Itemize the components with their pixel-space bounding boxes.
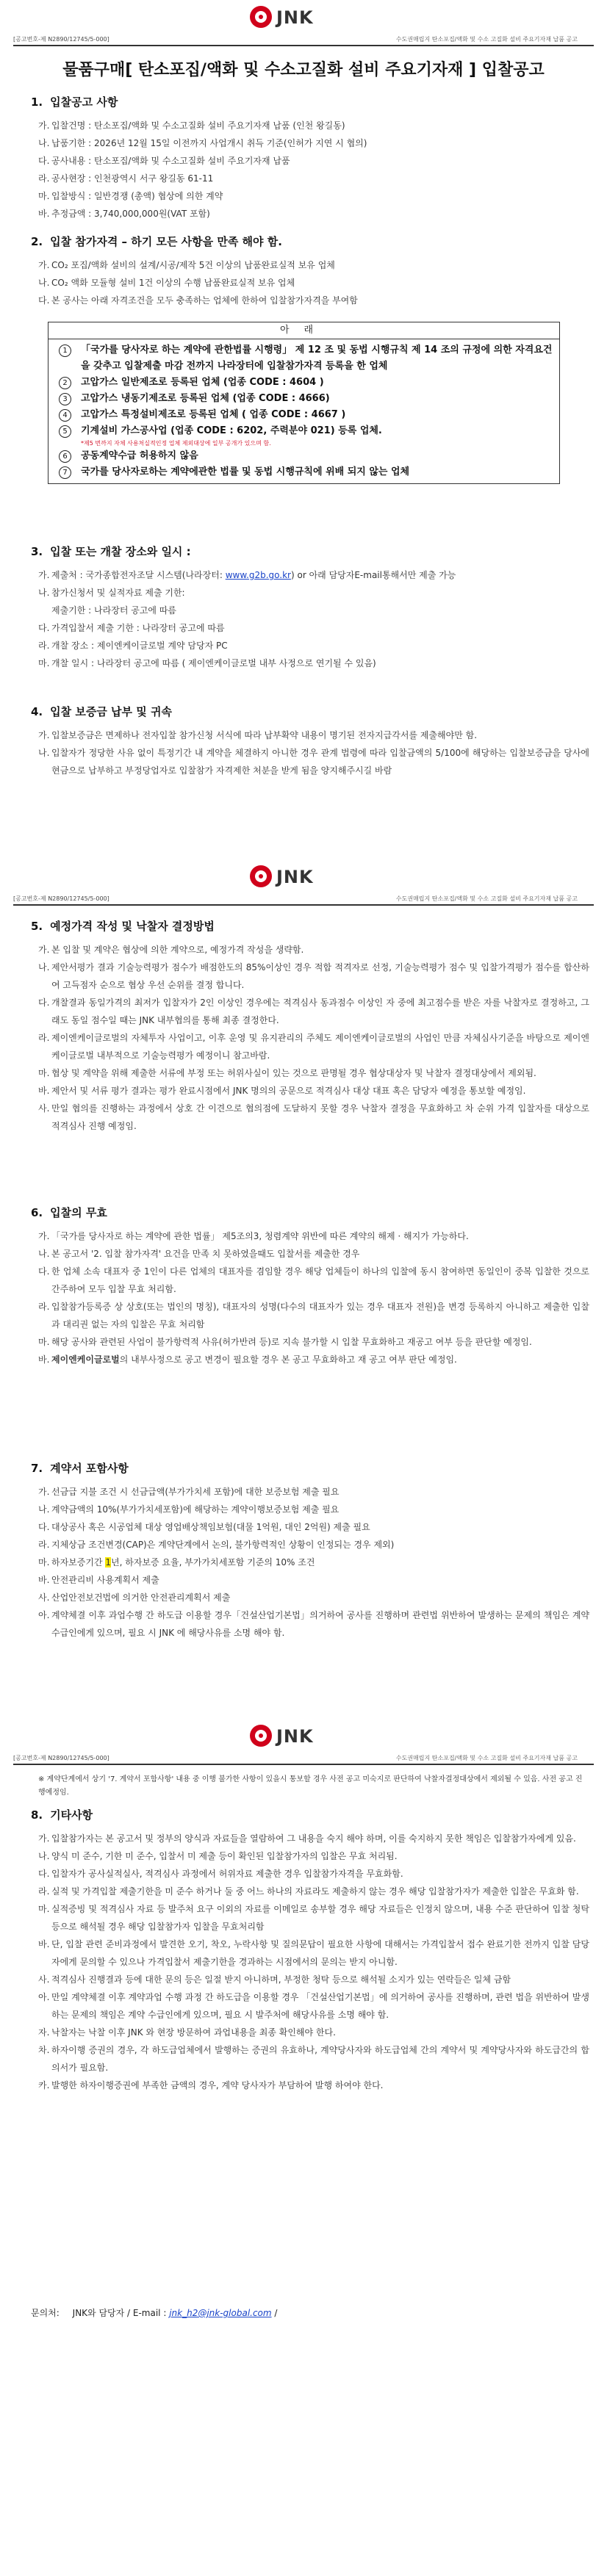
header-divider xyxy=(13,904,594,906)
list-item: 바. 단, 입찰 관련 준비과정에서 발견한 오기, 착오, 누락사항 및 질의문답이 필요한 사항에 대해서는 가격입찰서 접수 완료기한 전까지 입찰 담당자에게 문의할 수 있으나 가격입찰서 제출기한을 경과하는 시점에서의 문의는 받지 아니함. xyxy=(38,1939,589,1967)
section-2 xyxy=(31,234,589,309)
section-7-note xyxy=(31,1773,589,1800)
list-item: 가. 선금급 지불 조건 시 선금급액(부가가치세 포함)에 대한 보증보험 제출 필요 xyxy=(38,1487,340,1497)
list-item: 라. 제이엔케이글로벌의 자체투자 사업이고, 이후 운영 및 유지관리의 주체도 제이엔케이글로벌의 사업인 만큼 자체심사기준을 바탕으로 제이엔케이글로벌 내부적으로 기술능력평가 예정이니 참고바람. xyxy=(38,1033,589,1061)
header-divider xyxy=(13,1764,594,1765)
section-5-heading: 5. 예정가격 작성 및 낙찰자 결정방법 xyxy=(31,920,215,933)
list-item: 나. 양식 미 준수, 기한 미 준수, 입찰서 미 제출 등이 확인된 입찰참가자의 입찰은 무효 처리됨. xyxy=(38,1851,398,1861)
list-item: 바. 추정금액 : 3,740,000,000원(VAT 포함) xyxy=(38,209,210,219)
contact-line: 문의처: JNK와 담당자 / E-mail : jnk_h2@jnk-global.com / xyxy=(31,2308,278,2318)
list-item: 다. 입찰자가 공사실적실사, 적격심사 과정에서 허위자료 제출한 경우 입찰참가자격을 무효화함. xyxy=(38,1869,403,1879)
eligibility-item: 5 기계설비 가스공사업 (업종 CODE : 6202, 주력분야 021) 등록 업체. xyxy=(49,423,559,439)
logo-text: JNK xyxy=(276,7,314,28)
eligibility-item: 4 고압가스 특정설비제조로 등록된 업체 ( 업종 CODE : 4667 ) xyxy=(49,407,559,423)
list-item: 마. 하자보증기간 1년, 하자보증 요율, 부가가치세포함 기준의 10% 조건 xyxy=(38,1557,315,1567)
section-4-heading: 4. 입찰 보증금 납부 및 귀속 xyxy=(31,705,172,718)
list-item: 다. 한 업체 소속 대표자 중 1인이 다른 업체의 대표자를 겸임할 경우 해당 업체들이 하나의 입찰에 동시 참여하면 동일인이 중복 입찰한 것으로 간주하여 모두 입찰 무효 처리함. xyxy=(38,1266,589,1294)
list-item: 마. 개찰 일시 : 나라장터 공고에 따름 ( 제이엔케이글로벌 내부 사정으로 연기될 수 있음) xyxy=(38,658,376,668)
highlighted-value: 1 xyxy=(105,1557,112,1567)
page-header xyxy=(0,0,607,47)
logo-dot-icon xyxy=(259,15,263,19)
header-tagline: 수도권매립지 탄소포집/액화 및 수소 고질화 설비 주요기자재 납품 공고 xyxy=(395,36,578,43)
page-header xyxy=(0,1719,607,1766)
list-item: 사. 적격심사 진행결과 등에 대한 문의 등은 일절 받지 아니하며, 부정한 청탁 등으로 해석될 소지가 있는 연락들은 일체 금함 xyxy=(38,1974,511,1985)
list-item: 라. 개찰 장소 : 제이엔케이글로벌 계약 담당자 PC xyxy=(38,641,228,651)
jnk-logo xyxy=(250,6,360,29)
list-item: 다. 가격입찰서 제출 기한 : 나라장터 공고에 따름 xyxy=(38,623,225,633)
document-page-1 xyxy=(0,0,607,852)
list-item: 아. 만일 계약체결 이후 계약과업 수행 과정 간 하도급을 이용할 경우 「건설산업기본법」에 의거하여 공사를 진행하며, 관련 법을 위반하여 발생하는 문제의 책임은 계약 수급인에게 있으며, 필요 시 발주처에 해당사유를 소명 해야 함. xyxy=(38,1992,589,2020)
list-item: 가. 입찰보증금은 면제하나 전자입찰 참가신청 서식에 따라 납부확약 내용이 명기된 전자지급각서를 제출해야만 함. xyxy=(38,730,478,740)
list-item: 마. 입찰방식 : 일반경쟁 (총액) 협상에 의한 계약 xyxy=(38,191,223,201)
list-item: 라. 공사현장 : 인천광역시 서구 왕길동 61-11 xyxy=(38,173,214,184)
contact-label: 문의처: xyxy=(31,2308,60,2318)
list-item: 나. 납품기한 : 2026년 12월 15일 이전까지 사업개시 취득 기준(인허가 지연 시 협의) xyxy=(38,138,367,148)
list-item: 가. 「국가를 당사자로 하는 계약에 관한 법률」 제5조의3, 청렴계약 위반에 따른 계약의 해제 · 해지가 가능하다. xyxy=(38,1231,469,1241)
section-6-heading: 6. 입찰의 무효 xyxy=(31,1206,107,1219)
document-page-2 xyxy=(0,859,607,1711)
list-item: 가. 입찰참가자는 본 공고서 및 정부의 양식과 자료들을 열람하여 그 내용을 숙지 해야 하며, 이를 숙지하지 못한 책임은 입찰참가자에게 있음. xyxy=(38,1833,576,1844)
eligibility-item: 6 공동계약수급 허용하지 않음 xyxy=(49,448,559,464)
section-7-heading: 7. 계약서 포함사항 xyxy=(31,1462,129,1475)
section-3-heading: 3. 입찰 또는 개찰 장소와 일시 : xyxy=(31,545,191,558)
list-item: 제출기한 : 나라장터 공고에 따름 xyxy=(51,605,176,616)
list-item: 다. 개찰결과 동일가격의 최저가 입찰자가 2인 이상인 경우에는 적격심사 동과점수 이상인 자 중에 최고점수를 받은 자를 낙찰자로 결정하고, 그래도 동일 점수일 때는 JNK 내부협의를 통해 최종 결정한다. xyxy=(38,997,589,1025)
jnk-logo xyxy=(250,865,360,889)
header-tagline: 수도권매립지 탄소포집/액화 및 수소 고질화 설비 주요기자재 납품 공고 xyxy=(395,895,578,902)
list-item: 아. 계약체결 이후 과업수행 간 하도급 이용할 경우「건설산업기본법」의거하여 공사를 진행하며 관련법 위반하여 발생하는 문제의 책임은 계약 수급인에게 있으며, 필요 시 JNK 에 해당사유를 소명 해야 함. xyxy=(38,1610,589,1638)
eligibility-item: 1 「국가를 당사자로 하는 계약에 관한법률 시행령」 제 12 조 및 동법 시행규칙 제 14 조의 규정에 의한 자격요건을 갖추고 입찰제출 마감 전까지 나라장터에 입찰참가자격 등록을 한 업체 xyxy=(49,342,559,375)
list-item: 가. 본 입찰 및 계약은 협상에 의한 계약으로, 예정가격 작성을 생략함. xyxy=(38,945,304,955)
list-item: 라. 지체상금 조건변경(CAP)은 계약단계에서 논의, 불가항력적인 상황이 인정되는 경우 제외) xyxy=(38,1540,395,1550)
list-item: 라. 실적 및 가격입찰 제출기한을 미 준수 하거나 둘 중 어느 하나의 자료라도 제출하지 않는 경우 해당 입찰참가자가 제출한 입찰은 무효화 함. xyxy=(38,1886,579,1897)
list-item: 자. 낙찰자는 낙찰 이후 JNK 와 현장 방문하여 과업내용을 최종 확인해야 한다. xyxy=(38,2027,336,2038)
list-item: 나. 본 공고서 '2. 입찰 참가자격' 요건을 만족 치 못하였을때도 입찰서를 제출한 경우 xyxy=(38,1249,360,1259)
list-item: 바. 제이엔케이글로벌의 내부사정으로 공고 변경이 필요할 경우 본 공고 무효화하고 재 공고 여부 판단 예정임. xyxy=(38,1354,457,1365)
document-number: [공고번호-제 N2890/12745/5-000] xyxy=(13,1755,109,1761)
section-8-heading: 8. 기타사항 xyxy=(31,1808,93,1822)
section-4 xyxy=(31,704,589,779)
document-number: [공고번호-제 N2890/12745/5-000] xyxy=(13,36,109,43)
list-item: 바. 안전관리비 사용계획서 제출 xyxy=(38,1575,159,1585)
list-item: 다. 공사내용 : 탄소포집/액화 및 수소고질화 설비 주요기자재 납품 xyxy=(38,156,290,166)
section-1-heading: 1. 입찰공고 사항 xyxy=(31,95,118,109)
section-5 xyxy=(31,918,589,1135)
list-item: 마. 실적증빙 및 적격심사 자료 등 발주처 요구 이외의 자료를 이메일로 송부할 경우 해당 자료들은 인정치 않으며, 내용 수준 판단하여 입찰 청탁 등으로 해석될 경우 해당 입찰참가자 입찰을 무효처리함 xyxy=(38,1904,589,1932)
eligibility-item: 7 국가를 당사자로하는 계약에관한 법률 및 동법 시행규칙에 위배 되지 않는 업체 xyxy=(49,464,559,480)
eligibility-item: 3 고압가스 냉동기제조로 등록된 업체 (업종 CODE : 4666) xyxy=(49,391,559,407)
g2b-link[interactable]: www.g2b.go.kr xyxy=(225,570,291,580)
logo-text: JNK xyxy=(276,1726,314,1747)
eligibility-item: 2 고압가스 일반제조로 등록된 업체 (업종 CODE : 4604 ) xyxy=(49,375,559,391)
header-divider xyxy=(13,45,594,46)
section-7 xyxy=(31,1460,589,1642)
list-item: 가. 제출처 : 국가종합전자조달 시스템(나라장터: www.g2b.go.kr) or 아래 담당자E-mail통해서만 제출 가능 xyxy=(38,570,456,580)
list-item: 나. 제안서평가 결과 기술능력평가 점수가 배점한도의 85%이상인 경우 적합 적격자로 선정, 기술능력평가 점수 및 입찰가격평가 점수를 합산하여 고득점자 순으로 협상 우선 순위를 결정 합니다. xyxy=(38,962,589,990)
jnk-logo xyxy=(250,1725,360,1748)
section-3 xyxy=(31,544,589,672)
page-header xyxy=(0,859,607,906)
document-title: 물품구매[ 탄소포집/액화 및 수소고질화 설비 주요기자재 ] 입찰공고 xyxy=(62,61,545,79)
document-number: [공고번호-제 N2890/12745/5-000] xyxy=(13,895,109,902)
list-item: 사. 만일 협의를 진행하는 과정에서 상호 간 이견으로 협의점에 도달하지 못할 경우 낙찰자 결정을 무효화하고 차 순위 가격 입찰자를 대상으로 적격심사 진행 예정임. xyxy=(38,1103,589,1131)
list-item: 가. CO₂ 포집/액화 설비의 설계/시공/제작 5건 이상의 납품완료실적 보유 업체 xyxy=(38,260,335,270)
section-2-heading: 2. 입찰 참가자격 – 하기 모든 사항을 만족 해야 함. xyxy=(31,235,282,248)
logo-dot-icon xyxy=(259,874,263,878)
list-item: 마. 해당 공사와 관련된 사업이 불가항력적 사유(허가반려 등)로 지속 불가할 시 입찰 무효화하고 재공고 여부 등을 판단할 예정임. xyxy=(38,1337,532,1347)
list-item: 나. CO₂ 액화 모듈형 설비 1건 이상의 수행 납품완료실적 보유 업체 xyxy=(38,278,295,288)
logo-text: JNK xyxy=(276,867,314,887)
document-page-3 xyxy=(0,1719,607,2571)
list-item: 마. 협상 및 계약을 위해 제출한 서류에 부정 또는 허위사실이 있는 것으로 판명될 경우 협상대상자 및 낙찰자 결정대상에서 제외됨. xyxy=(38,1068,536,1078)
header-tagline: 수도권매립지 탄소포집/액화 및 수소 고질화 설비 주요기자재 납품 공고 xyxy=(395,1755,578,1761)
list-item: 나. 입찰자가 정당한 사유 없이 특정기간 내 계약을 체결하지 아니한 경우 관계 법령에 따라 입찰금액의 5/100에 해당하는 입찰보증금을 당사에 현금으로 납부하고 부정당업자로 입찰참가 자격제한 처분을 받게 됨을 양지해주시길 바람 xyxy=(38,748,589,776)
list-item: 카. 발행한 하자이행증권에 부족한 금액의 경우, 계약 당사자가 부담하여 발행 하여야 한다. xyxy=(38,2080,384,2090)
list-item: 바. 제안서 및 서류 평가 결과는 평가 완료시점에서 JNK 명의의 공문으로 적격심사 대상 대표 혹은 담당자 예정을 통보할 예정임. xyxy=(38,1086,526,1096)
section-8 xyxy=(31,1807,589,2094)
logo-dot-icon xyxy=(259,1733,263,1738)
list-item: 나. 참가신청서 및 실적자료 제출 기한: xyxy=(38,588,185,598)
eligibility-box xyxy=(48,322,560,484)
eligibility-box-heading: 아래 xyxy=(49,322,559,339)
section-6 xyxy=(31,1205,589,1368)
contract-note: ※ 계약단계에서 상기 '7. 계약서 포함사항' 내용 중 이행 불가한 사항이 있을시 통보할 경우 사전 공고 미숙지로 판단하여 낙찰자결정대상에서 제외될 수 있음. 사전 공고 진행예정임. xyxy=(38,1775,583,1797)
list-item: 사. 산업안전보건법에 의거한 안전관리계획서 제출 xyxy=(38,1592,231,1603)
contact-email-link[interactable]: jnk_h2@jnk-global.com xyxy=(169,2308,272,2318)
eligibility-red-note: *제5 번까지 자체 사용처실적인정 업체 제외대상에 일부 공개가 있으며 함. xyxy=(81,440,271,447)
list-item: 나. 계약금액의 10%(부가가치세포함)에 해당하는 계약이행보증보험 제출 필요 xyxy=(38,1504,340,1515)
list-item: 다. 대상공사 혹은 시공업체 대상 영업배상책임보험(대물 1억원, 대인 2억원) 제출 필요 xyxy=(38,1522,370,1532)
section-1 xyxy=(31,94,589,223)
list-item: 차. 하자이행 증권의 경우, 각 하도급업체에서 발행하는 증권의 유효하나, 계약당사자와 하도급업체 간의 계약서 및 계약당사자와 하도급간의 합의서가 필요함. xyxy=(38,2045,589,2073)
list-item: 가. 입찰건명 : 탄소포집/액화 및 수소고질화 설비 주요기자재 납품 (인천 왕길동) xyxy=(38,120,345,131)
list-item: 다. 본 공사는 아래 자격조건을 모두 충족하는 업체에 한하여 입찰참가자격을 부여함 xyxy=(38,295,358,306)
list-item: 라. 입찰참가등록증 상 상호(또는 법인의 명칭), 대표자의 성명(다수의 대표자가 있는 경우 대표자 전원)을 변경 등록하지 아니하고 제출한 입찰과 대리권 없는 자의 입찰은 무효 처리함 xyxy=(38,1302,589,1330)
